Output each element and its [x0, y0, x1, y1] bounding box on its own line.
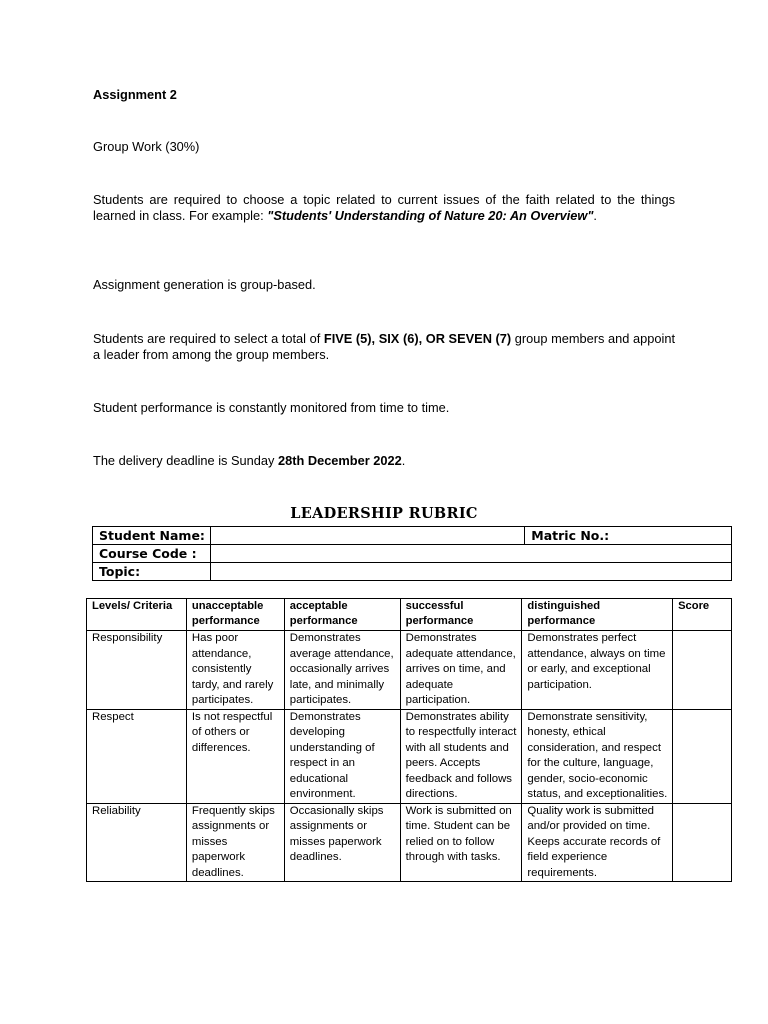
header-unacceptable: unacceptable performance	[186, 599, 284, 631]
topic-end: .	[593, 208, 597, 223]
criteria-cell: Responsibility	[87, 631, 187, 710]
matric-no-field[interactable]	[525, 527, 732, 545]
successful-cell: Demonstrates adequate attendance, arrives on time, and adequate participation.	[400, 631, 522, 710]
header-distinguished: distinguished performance	[522, 599, 673, 631]
criteria-cell: Reliability	[87, 803, 187, 882]
deadline-pre: The delivery deadline is Sunday	[93, 453, 278, 468]
topic-example: "Students' Understanding of Nature 20: An Overview"	[267, 208, 594, 223]
header-score: Score	[673, 599, 732, 631]
rubric-row-respect	[87, 709, 732, 803]
student-info-table	[92, 526, 732, 581]
leadership-rubric-table	[86, 598, 732, 882]
info-row	[93, 563, 732, 581]
header-acceptable: acceptable performance	[284, 599, 400, 631]
topic-label: Topic:	[93, 563, 211, 581]
successful-cell: Demonstrates ability to respectfully interact with all students and peers. Accepts feedback and follows directions.	[400, 709, 522, 803]
header-successful: successful performance	[400, 599, 522, 631]
score-cell[interactable]	[673, 803, 732, 882]
course-code-label: Course Code :	[93, 545, 211, 563]
group-work-weight: Group Work (30%)	[93, 139, 200, 154]
acceptable-cell: Occasionally skips assignments or misses paperwork deadlines.	[284, 803, 400, 882]
score-cell[interactable]	[673, 709, 732, 803]
generation-paragraph: Assignment generation is group-based.	[93, 277, 316, 292]
assignment-title: Assignment 2	[93, 87, 177, 102]
topic-field[interactable]	[210, 563, 731, 581]
members-pre: Students are required to select a total of	[93, 331, 324, 346]
rubric-row-reliability	[87, 803, 732, 882]
distinguished-cell: Quality work is submitted and/or provided on time. Keeps accurate records of field experience requirements.	[522, 803, 673, 882]
info-row	[93, 545, 732, 563]
unacceptable-cell: Is not respectful of others or differences.	[186, 709, 284, 803]
deadline-post: .	[401, 453, 406, 468]
distinguished-cell: Demonstrate sensitivity, honesty, ethical consideration, and respect for the culture, language, gender, socio-economic status, and exceptionalities.	[522, 709, 673, 803]
rubric-header-row	[87, 599, 732, 631]
distinguished-cell: Demonstrates perfect attendance, always on time or early, and exceptional participation.	[522, 631, 673, 710]
acceptable-cell: Demonstrates developing understanding of respect in an educational environment.	[284, 709, 400, 803]
header-levels-criteria: Levels/ Criteria	[87, 599, 187, 631]
rubric-row-responsibility	[87, 631, 732, 710]
student-name-field[interactable]	[210, 527, 524, 545]
unacceptable-cell: Has poor attendance, consistently tardy, and rarely participates.	[186, 631, 284, 710]
members-count: FIVE (5), SIX (6), OR SEVEN (7)	[323, 331, 512, 346]
rubric-title: LEADERSHIP RUBRIC	[290, 505, 478, 522]
deadline-paragraph	[93, 453, 675, 469]
info-row	[93, 527, 732, 545]
score-cell[interactable]	[673, 631, 732, 710]
matric-no-label: Matric No.:	[531, 528, 610, 543]
course-code-field[interactable]	[210, 545, 731, 563]
topic-paragraph	[93, 192, 675, 224]
members-paragraph	[93, 331, 675, 363]
deadline-date: 28th December 2022	[277, 453, 402, 468]
acceptable-cell: Demonstrates average attendance, occasionally arrives late, and minimally participates.	[284, 631, 400, 710]
members-post: group members and appoint a leader from among the group members.	[93, 331, 675, 362]
criteria-cell: Respect	[87, 709, 187, 803]
unacceptable-cell: Frequently skips assignments or misses paperwork deadlines.	[186, 803, 284, 882]
monitoring-paragraph: Student performance is constantly monitored from time to time.	[93, 400, 450, 415]
topic-text: Students are required to choose a topic related to current issues of the faith related to the things learned in class. For example:	[93, 192, 675, 223]
successful-cell: Work is submitted on time. Student can be relied on to follow through with tasks.	[400, 803, 522, 882]
student-name-label: Student Name:	[93, 527, 211, 545]
